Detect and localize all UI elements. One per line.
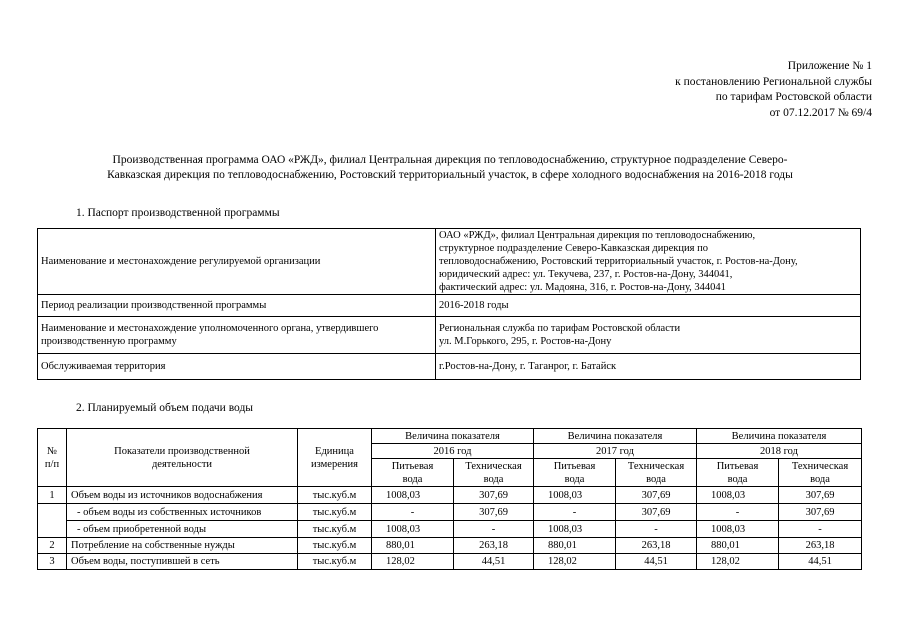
header-technical (616, 459, 697, 487)
row-value: 128,02 (372, 554, 454, 570)
value-line: тепловодоснабжению, Ростовский территориальный участок, г. Ростов-на-Дону, (439, 256, 798, 267)
label-line: производственную программу (41, 336, 177, 347)
header-line: вода (810, 473, 830, 485)
value-line: Региональная служба по тарифам Ростовской области (439, 323, 681, 334)
row-value: - (372, 504, 454, 521)
row-value: 1008,03 (372, 487, 454, 504)
row-value: 307,69 (616, 487, 697, 504)
passport-table (37, 228, 861, 380)
row-num: 3 (38, 554, 67, 570)
passport-label: Обслуживаемая территория (38, 354, 436, 380)
section-heading-passport: 1. Паспорт производственной программы (76, 207, 280, 219)
header-year: 2018 год (697, 444, 862, 459)
row-num: 1 (38, 487, 67, 504)
passport-value (436, 229, 861, 295)
row-value: 880,01 (534, 538, 616, 554)
row-value: 263,18 (616, 538, 697, 554)
table-row (38, 521, 862, 538)
passport-row (38, 317, 861, 354)
header-line: деятельности (151, 458, 213, 470)
header-line: Техническая (465, 460, 522, 472)
row-value: 263,18 (779, 538, 862, 554)
passport-value (436, 317, 861, 354)
header-drinking (372, 459, 454, 487)
value-line: фактический адрес: ул. Мадояна, 316, г. Ростов-на-Дону, 344041 (439, 282, 726, 293)
document-title (40, 153, 860, 183)
row-value: 1008,03 (534, 487, 616, 504)
title-line: Производственная программа ОАО «РЖД», филиал Центральная дирекция по тепловодоснабжению, структурное подразделение Северо- (112, 154, 788, 166)
row-value: 128,02 (534, 554, 616, 570)
row-value: 880,01 (697, 538, 779, 554)
water-volume-table (37, 428, 862, 570)
value-line: структурное подразделение Северо-Кавказская дирекция по (439, 243, 708, 254)
row-value: 307,69 (779, 504, 862, 521)
appendix-line: Приложение № 1 (787, 60, 872, 72)
table-row (38, 538, 862, 554)
row-value: 307,69 (454, 504, 534, 521)
row-value: - (534, 504, 616, 521)
section-heading-volume: 2. Планируемый объем подачи воды (76, 402, 254, 414)
row-num: 2 (38, 538, 67, 554)
row-value: 1008,03 (372, 521, 454, 538)
appendix-line: от 07.12.2017 № 69/4 (769, 106, 872, 119)
header-line: Техническая (627, 460, 685, 472)
value-line: ул. М.Горького, 295, г. Ростов-на-Дону (439, 336, 612, 347)
row-unit: тыс.куб.м (298, 538, 372, 554)
header-technical (779, 459, 862, 487)
header-unit (298, 429, 372, 487)
row-value: 44,51 (779, 554, 862, 570)
row-value: 307,69 (616, 504, 697, 521)
row-value: 263,18 (454, 538, 534, 554)
header-row (38, 429, 862, 444)
header-line: Питьевая (391, 460, 434, 472)
header-line: измерения (311, 458, 358, 470)
table-row (38, 487, 862, 504)
header-drinking (534, 459, 616, 487)
passport-value: 2016-2018 годы (436, 295, 861, 317)
row-value: - (454, 521, 534, 538)
row-name: - объем воды из собственных источников (67, 504, 298, 521)
table-row (38, 504, 862, 521)
row-name: Объем воды из источников водоснабжения (67, 487, 298, 504)
header-line: Техническая (791, 460, 849, 472)
appendix-header (675, 59, 872, 121)
appendix-line: по тарифам Ростовской области (715, 91, 872, 103)
value-line: юридический адрес: ул. Текучева, 237, г. Ростов-на-Дону, 344041, (439, 269, 733, 280)
row-value: - (616, 521, 697, 538)
passport-row (38, 295, 861, 317)
header-line: № (46, 445, 58, 457)
table-row (38, 554, 862, 570)
row-value: 1008,03 (697, 487, 779, 504)
row-value: 880,01 (372, 538, 454, 554)
header-line: вода (646, 473, 666, 485)
passport-label: Наименование и местонахождение регулируемой организации (38, 229, 436, 295)
header-group: Величина показателя (697, 429, 862, 444)
row-unit: тыс.куб.м (298, 504, 372, 521)
value-line: ОАО «РЖД», филиал Центральная дирекция по тепловодоснабжению, (439, 230, 756, 241)
row-unit: тыс.куб.м (298, 521, 372, 538)
header-drinking (697, 459, 779, 487)
header-group: Величина показателя (534, 429, 697, 444)
header-group: Величина показателя (372, 429, 534, 444)
passport-label: Период реализации производственной программы (38, 295, 436, 317)
header-line: п/п (44, 458, 60, 470)
row-value: 307,69 (779, 487, 862, 504)
passport-value: г.Ростов-на-Дону, г. Таганрог, г. Батайск (436, 354, 861, 380)
row-value: 44,51 (454, 554, 534, 570)
row-value: 1008,03 (534, 521, 616, 538)
row-name: - объем приобретенной воды (67, 521, 298, 538)
row-name: Объем воды, поступившей в сеть (67, 554, 298, 570)
row-value: - (697, 504, 779, 521)
header-line: Показатели производственной (114, 445, 250, 457)
row-value: 44,51 (616, 554, 697, 570)
header-line: вода (727, 473, 748, 485)
row-value: 1008,03 (697, 521, 779, 538)
header-line: вода (564, 473, 585, 485)
row-value: 307,69 (454, 487, 534, 504)
header-year: 2017 год (534, 444, 697, 459)
title-line: Кавказская дирекция по тепловодоснабжению, Ростовский территориальный участок, в сфере холодного водоснабжения на 2016-2018 годы (107, 169, 793, 181)
passport-row (38, 229, 861, 295)
header-technical (454, 459, 534, 487)
header-year: 2016 год (372, 444, 534, 459)
label-line: Наименование и местонахождение уполномоченного органа, утвердившего (41, 323, 379, 334)
header-indicator (67, 429, 298, 487)
row-name: Потребление на собственные нужды (67, 538, 298, 554)
row-value: - (779, 521, 862, 538)
passport-label (38, 317, 436, 354)
header-line: Питьевая (716, 460, 759, 472)
appendix-line: к постановлению Региональной службы (675, 75, 872, 88)
row-num (38, 504, 67, 538)
header-line: Питьевая (553, 460, 596, 472)
header-num (38, 429, 67, 487)
header-line: вода (483, 473, 504, 485)
header-line: Единица (315, 445, 354, 457)
row-unit: тыс.куб.м (298, 487, 372, 504)
row-value: 128,02 (697, 554, 779, 570)
header-line: вода (402, 473, 423, 485)
passport-row (38, 354, 861, 380)
row-unit: тыс.куб.м (298, 554, 372, 570)
